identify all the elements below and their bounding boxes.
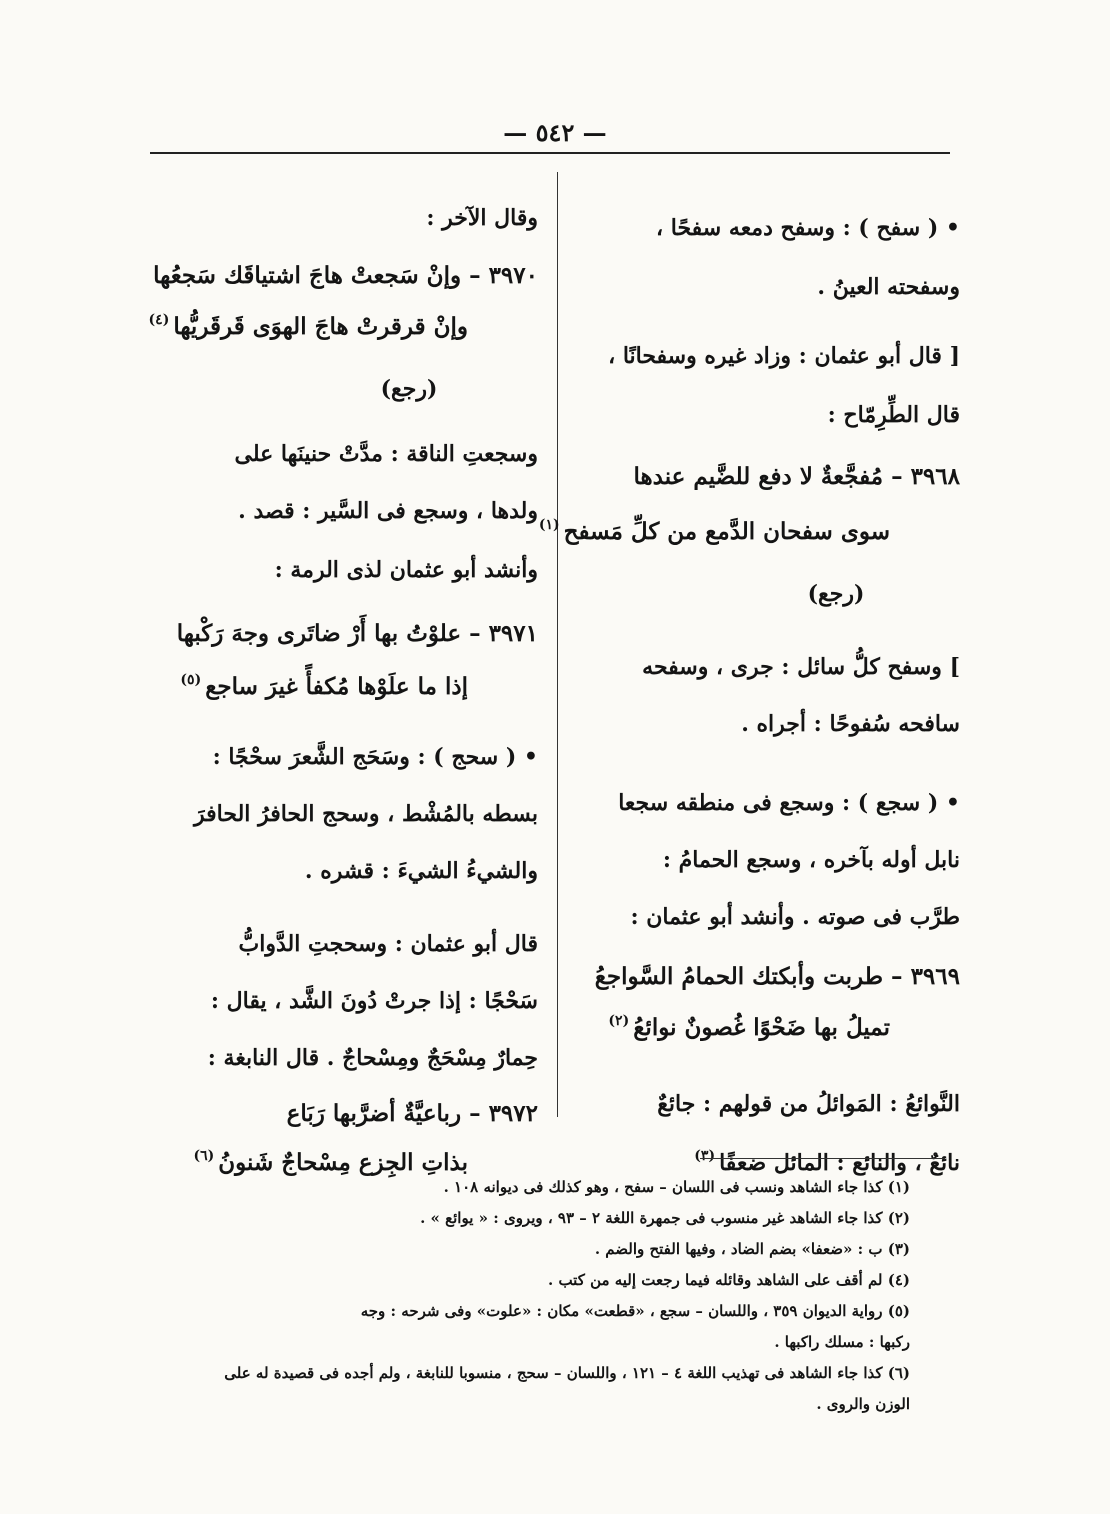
verse-line: [538, 508, 960, 559]
text-line: [572, 837, 960, 884]
text-line: [572, 264, 960, 311]
line-text: • ( سجع ) : وسجع فى منطقه سجعا: [618, 790, 960, 816]
header-rule: [150, 152, 950, 154]
footnote-marker: (٢): [608, 1013, 630, 1029]
line-text: ٣٩٦٩ – طربت وأبكتك الحمامُ السَّواجعُ: [594, 963, 960, 990]
text-line: [572, 392, 960, 439]
line-text: إذا ما علَوْها مُكفأً غيرَ ساجع: [205, 673, 468, 700]
footnote: (٢) كذا جاء الشاهد غير منسوب فى جمهرة اللغة ٢ – ٩٣ ، ويروى : « يوائع » .: [420, 1209, 910, 1227]
footnote-rule: [700, 1158, 945, 1159]
line-text: (رجع): [380, 376, 438, 402]
footnote: (٤) لم أقف على الشاهد وقائله فيما رجعت إليه من كتب .: [548, 1271, 910, 1289]
text-line: [140, 791, 538, 838]
line-text: طرَّب فى صوته . وأنشد أبو عثمان :: [630, 904, 960, 930]
line-text: والشيءُ الشيءَ : قشره .: [304, 858, 538, 884]
verse-line: [572, 953, 960, 1000]
text-line: [572, 1081, 960, 1128]
text-line: [140, 921, 538, 968]
column-divider: [557, 172, 558, 1117]
verse-line: [140, 610, 538, 657]
line-text: نابل أوله بآخره ، وسجع الحمامُ :: [662, 847, 960, 873]
line-text: • ( سحج ) : وسَحَج الشَّعرَ سحْجًا :: [212, 744, 538, 770]
line-text: قال الطِّرِمّاح :: [827, 402, 960, 428]
text-line: [140, 848, 538, 895]
line-text: بذاتِ الجِزع مِسْحاجٌ شَنونُ: [218, 1149, 468, 1176]
line-text: ولدها ، وسجع فى السَّير : قصد .: [238, 498, 538, 524]
line-text: وسجعتِ الناقة : مدَّتْ حنينَها على: [234, 441, 538, 467]
footnote: الوزن والروى .: [816, 1395, 910, 1413]
footnote-marker: (١): [538, 517, 560, 533]
footnote-marker: (٦): [193, 1148, 215, 1164]
line-text: سافحه سُفوحًا : أجراه .: [741, 711, 960, 737]
verse-line: [140, 252, 538, 299]
footnote: (٦) كذا جاء الشاهد فى تهذيب اللغة ٤ – ١٢١ ، واللسان – سحج ، منسوبا للنابغة ، ولم أجده فى قصيدة له على: [224, 1364, 910, 1382]
footnote: (٣) ب : «ضعفا» بضم الضاد ، وفيها الفتح والضم .: [594, 1240, 910, 1258]
line-text: ] وسفح كلُّ سائل : جرى ، وسفحه: [642, 654, 960, 680]
text-line: [572, 333, 960, 380]
text-line: [140, 431, 538, 478]
footnote: (١) كذا جاء الشاهد ونسب فى اللسان – سفح ، وهو كذلك فى ديوانه ١٠٨ .: [443, 1178, 910, 1196]
line-text: وسفحته العينُ .: [817, 274, 960, 300]
footnote-marker: (٣): [694, 1148, 716, 1164]
line-text: ٣٩٧١ – علوْتُ بها أَرْ ضاتَرى وجهَ رَكْبها: [176, 620, 538, 647]
footnote-marker: (٥): [180, 672, 202, 688]
line-text: النَّوائعُ : المَوائلُ من قولهم : جائعٌ: [657, 1091, 960, 1117]
footnotes: [120, 1172, 910, 1420]
text-line: [140, 547, 538, 594]
line-text: ٣٩٧٢ – رباعيَّةٌ أضرَّبها رَبَاع: [286, 1100, 538, 1127]
text-line: [572, 780, 960, 827]
text-line: [140, 978, 538, 1025]
line-text: حِمارٌ مِسْحَجٌ ومِسْحاجٌ . قال النابغة :: [207, 1045, 538, 1071]
line-text: وإنْ قرقرتْ هاجَ الهوَى قَرقَريُّها: [173, 313, 468, 340]
text-line: [572, 571, 960, 618]
line-text: وأنشد أبو عثمان لذى الرمة :: [274, 557, 538, 583]
line-text: ٣٩٦٨ – مُفجَّعةٌ لا دفع للضَّيم عندها: [633, 463, 960, 490]
verse-line: [572, 1004, 960, 1055]
line-text: وقال الآخر :: [426, 205, 538, 231]
page-number: — ٥٤٢ —: [503, 118, 607, 147]
text-line: [140, 1035, 538, 1082]
text-line: [140, 366, 538, 413]
verse-line: [140, 1090, 538, 1137]
footnote: ركبها : مسلك راكبها .: [774, 1333, 910, 1351]
text-line: [572, 894, 960, 941]
text-line: [572, 205, 960, 252]
line-text: تميلُ بها ضَحْوًا غُصونٌ نوائعُ: [633, 1014, 890, 1041]
line-text: بسطه بالمُشْط ، وسحج الحافرُ الحافرَ: [194, 801, 538, 827]
text-line: [140, 734, 538, 781]
verse-line: [140, 663, 538, 714]
line-text: قال أبو عثمان : وسحجتِ الدَّوابُّ: [238, 931, 538, 957]
left-column: [140, 195, 538, 1190]
verse-line: [140, 303, 538, 354]
line-text: سوى سفحان الدَّمع من كلِّ مَسفح: [563, 518, 890, 545]
line-text: ٣٩٧٠ – وإنْ سَجعتْ هاجَ اشتياقَك سَجعُها: [153, 262, 538, 289]
text-line: [140, 195, 538, 242]
footnote-marker: (٤): [148, 312, 170, 328]
footnote: (٥) رواية الديوان ٣٥٩ ، واللسان – سجع ، «قطعت» مكان : «علوت» وفى شرحه : وجه: [360, 1302, 910, 1320]
line-text: نائعٌ ، والنائع : المائل ضعفًا: [719, 1150, 960, 1176]
line-text: • ( سفح ) : وسفح دمعه سفحًا ،: [656, 215, 960, 241]
text-line: [140, 488, 538, 535]
line-text: (رجع): [807, 581, 865, 607]
text-line: [572, 701, 960, 748]
line-text: سَحْجًا : إذا جرتْ دُونَ الشَّد ، يقال :: [210, 988, 538, 1014]
line-text: [ قال أبو عثمان : وزاد غيره وسفحانًا ،: [608, 343, 960, 369]
verse-line: [572, 453, 960, 500]
text-line: [572, 644, 960, 691]
